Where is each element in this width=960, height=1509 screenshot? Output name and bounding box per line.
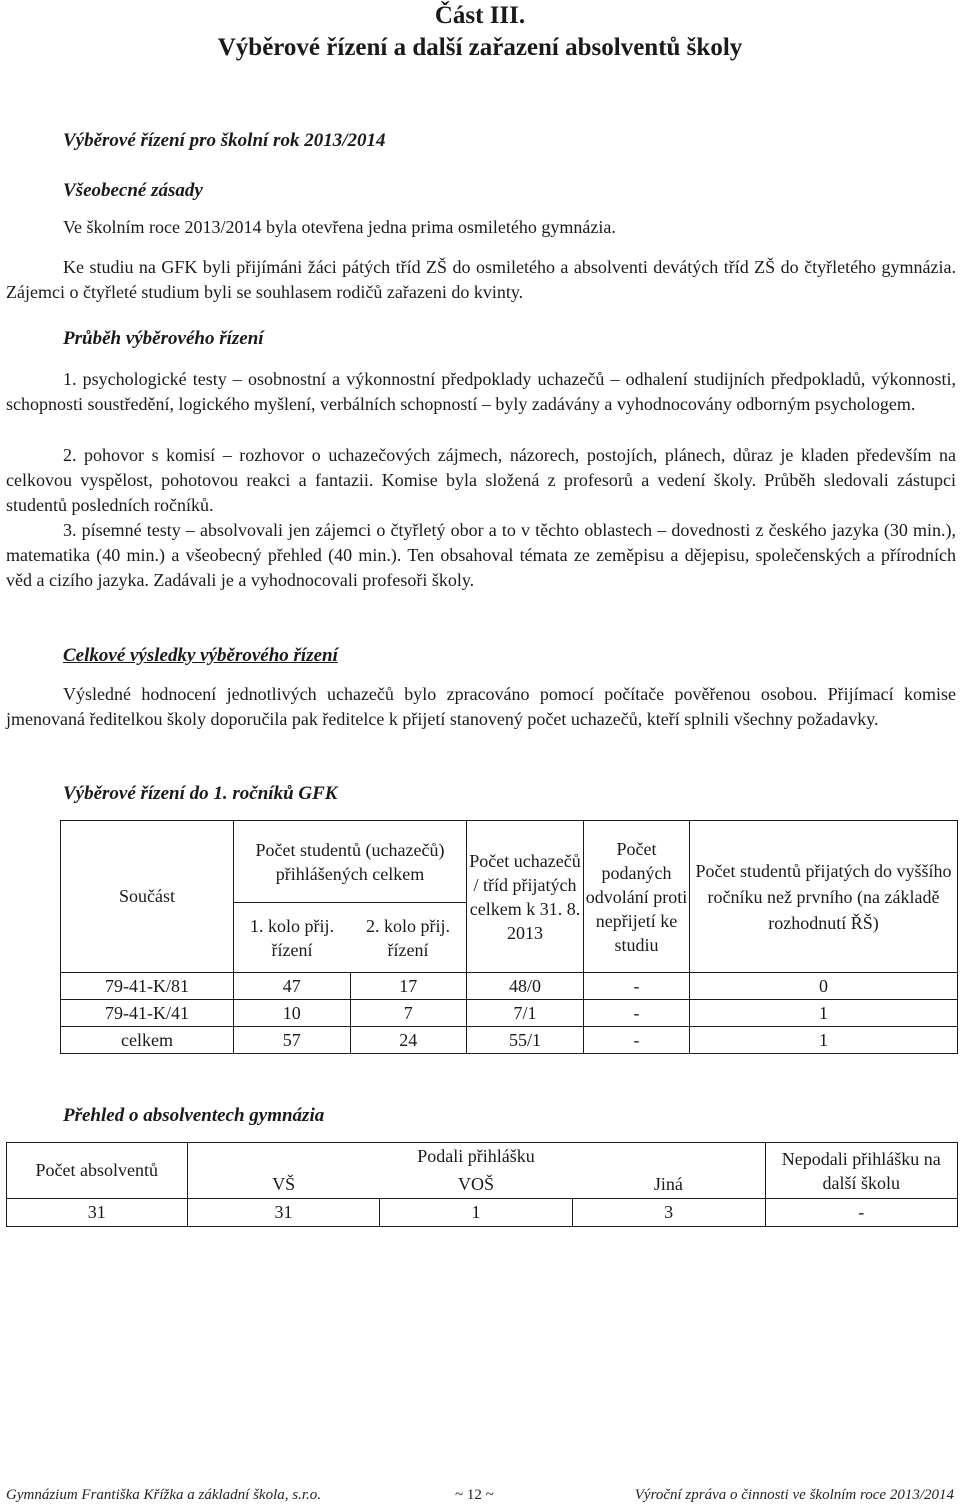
footer-school: Gymnázium Františka Křížka a základní škola, s.r.o. xyxy=(6,1487,321,1503)
list-item-interview: 2. pohovor s komisí – rozhovor o uchazečových zájmech, názorech, postojích, plánech, důraz je kladen především na celkovou vyspělost, pohotovou reakci a fantazii. Komise byla složená z profesorů a vedení školy. Průběh sledovali zástupci studentů posledních ročníků. xyxy=(6,445,956,515)
header-other: Jiná xyxy=(572,1171,765,1199)
cell: 31 xyxy=(7,1199,188,1227)
header-admitted-total: Počet uchazečů / tříd přijatých celkem k 31. 8. 2013 xyxy=(467,821,584,973)
header-registered-total: Počet studentů (uchazečů) přihlášených celkem xyxy=(234,821,467,903)
footer-page-number: ~ 12 ~ xyxy=(455,1487,494,1503)
cell: 7/1 xyxy=(467,1000,584,1027)
table-row xyxy=(61,1000,958,1027)
subheading-general-rules: Všeobecné zásady xyxy=(63,180,203,201)
header-vs: VŠ xyxy=(187,1171,380,1199)
cell: 79-41-K/81 xyxy=(61,973,234,1000)
header-graduates-count: Počet absolventů xyxy=(7,1143,188,1199)
cell: 17 xyxy=(350,973,467,1000)
cell: - xyxy=(584,1000,690,1027)
header-vos: VOŠ xyxy=(380,1171,572,1199)
cell: 0 xyxy=(690,973,958,1000)
table-graduates xyxy=(6,1142,958,1227)
header-applied: Podali přihlášku xyxy=(187,1143,765,1171)
header-round-1: 1. kolo přij. řízení xyxy=(234,903,351,973)
list-item-written-tests: 3. písemné testy – absolvovali jen zájemci o čtyřletý obor a to v těchto oblastech – dovednosti z českého jazyka (30 min.), matematika (40 min.) a všeobecný přehled (40 min.). Ten obsahoval témata ze zeměpisu a dějepisu, společenských a přírodních věd a cizího jazyka. Zadávali je a vyhodnocovali profesoři školy. xyxy=(6,520,956,590)
paragraph-results: Výsledné hodnocení jednotlivých uchazečů bylo zpracováno pomocí počítače pověřenou osobou. Přijímací komise jmenovaná ředitelkou školy doporučila pak ředitelce k přijetí stanovený počet uchazečů, kteří splnili všechny požadavky. xyxy=(6,684,956,729)
part-number: Část III. xyxy=(434,2,526,29)
cell: 1 xyxy=(690,1027,958,1054)
cell: 47 xyxy=(234,973,351,1000)
cell: 1 xyxy=(690,1000,958,1027)
header-round-2: 2. kolo přij. řízení xyxy=(350,903,467,973)
cell: - xyxy=(584,1027,690,1054)
cell: 1 xyxy=(380,1199,572,1227)
footer-report-title: Výroční zpráva o činnosti ve školním roce 2013/2014 xyxy=(634,1487,954,1503)
cell: 31 xyxy=(187,1199,380,1227)
cell: 7 xyxy=(350,1000,467,1027)
header-not-applied: Nepodali přihlášku na další školu xyxy=(765,1143,958,1199)
heading-overall-results: Celkové výsledky výběrového řízení xyxy=(63,645,338,666)
table-row xyxy=(61,1027,958,1054)
header-higher-year: Počet studentů přijatých do vyššího ročníku než prvního (na základě rozhodnutí ŘŠ) xyxy=(690,821,958,973)
table-selection-results xyxy=(60,820,958,1054)
list-item-psych-tests: 1. psychologické testy – osobnostní a výkonnostní předpoklady uchazečů – odhalení studijních předpokladů, výkonnosti, schopnosti soustředění, logického myšlení, verbálních schopností – byly zadávány a vyhodnocovány odborným psychologem. xyxy=(6,369,956,414)
table-row xyxy=(61,973,958,1000)
header-soucast: Součást xyxy=(61,821,234,973)
cell: - xyxy=(584,973,690,1000)
cell: 55/1 xyxy=(467,1027,584,1054)
section-heading-selection: Výběrové řízení pro školní rok 2013/2014 xyxy=(63,130,386,151)
table-row xyxy=(7,1199,958,1227)
header-appeals: Počet podaných odvolání proti nepřijetí ke studiu xyxy=(584,821,690,973)
cell: 57 xyxy=(234,1027,351,1054)
cell: 10 xyxy=(234,1000,351,1027)
heading-graduates: Přehled o absolventech gymnázia xyxy=(63,1105,325,1126)
cell: 3 xyxy=(572,1199,765,1227)
line-school-year: Ve školním roce 2013/2014 byla otevřena jedna prima osmiletého gymnázia. xyxy=(63,217,616,237)
subheading-progress: Průběh výběrového řízení xyxy=(63,328,264,349)
cell: celkem xyxy=(61,1027,234,1054)
cell: - xyxy=(765,1199,958,1227)
cell: 24 xyxy=(350,1027,467,1054)
page-title: Výběrové řízení a další zařazení absolventů školy xyxy=(217,34,743,61)
cell: 79-41-K/41 xyxy=(61,1000,234,1027)
cell: 48/0 xyxy=(467,973,584,1000)
paragraph-admission: Ke studiu na GFK byli přijímáni žáci pátých tříd ZŠ do osmiletého a absolventi devátých tříd ZŠ do čtyřletého gymnázia. Zájemci o čtyřleté studium byli se souhlasem rodičů zařazeni do kvinty. xyxy=(6,257,956,302)
heading-table-selection: Výběrové řízení do 1. ročníků GFK xyxy=(63,783,338,804)
